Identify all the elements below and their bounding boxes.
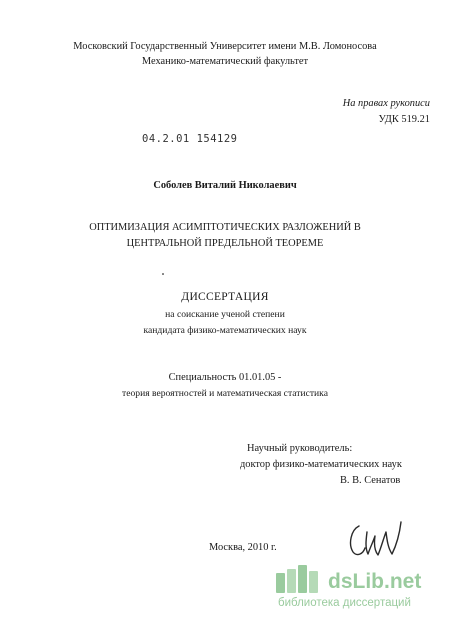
degree-line1: на соискание ученой степени — [165, 309, 285, 320]
faculty-name: Механико-математический факультет — [141, 56, 309, 67]
specialty-name: теория вероятностей и математическая статистика — [122, 388, 328, 399]
udk-code: УДК 519.21 — [378, 114, 430, 125]
watermark — [270, 563, 445, 613]
dissertation-heading: ДИССЕРТАЦИЯ — [181, 291, 269, 303]
watermark-tagline: библиотека диссертаций — [278, 597, 411, 609]
place-year: Москва, 2010 г. — [209, 542, 277, 553]
archive-stamp: 04.2.01 154129 — [142, 133, 238, 145]
dissertation-title-line1: ОПТИМИЗАЦИЯ АСИМПТОТИЧЕСКИХ РАЗЛОЖЕНИЙ В — [89, 222, 361, 233]
university-name: Московский Государственный Университет имени М.В. Ломоносова — [73, 41, 377, 52]
author-name: Соболев Виталий Николаевич — [153, 180, 297, 191]
dslib-logo-icon — [274, 563, 324, 597]
supervisor-degree: доктор физико-математических наук — [240, 459, 402, 470]
supervisor-label: Научный руководитель: — [247, 443, 353, 454]
supervisor-name: В. В. Сенатов — [340, 475, 401, 486]
specialty-code: Специальность 01.01.05 - — [168, 372, 282, 383]
speck — [162, 273, 164, 275]
handwritten-signature — [345, 512, 407, 562]
degree-line2: кандидата физико-математических наук — [143, 325, 307, 336]
watermark-site: dsLib.net — [328, 570, 422, 593]
dissertation-title-line2: ЦЕНТРАЛЬНОЙ ПРЕДЕЛЬНОЙ ТЕОРЕМЕ — [126, 238, 324, 249]
manuscript-rights: На правах рукописи — [342, 98, 430, 109]
